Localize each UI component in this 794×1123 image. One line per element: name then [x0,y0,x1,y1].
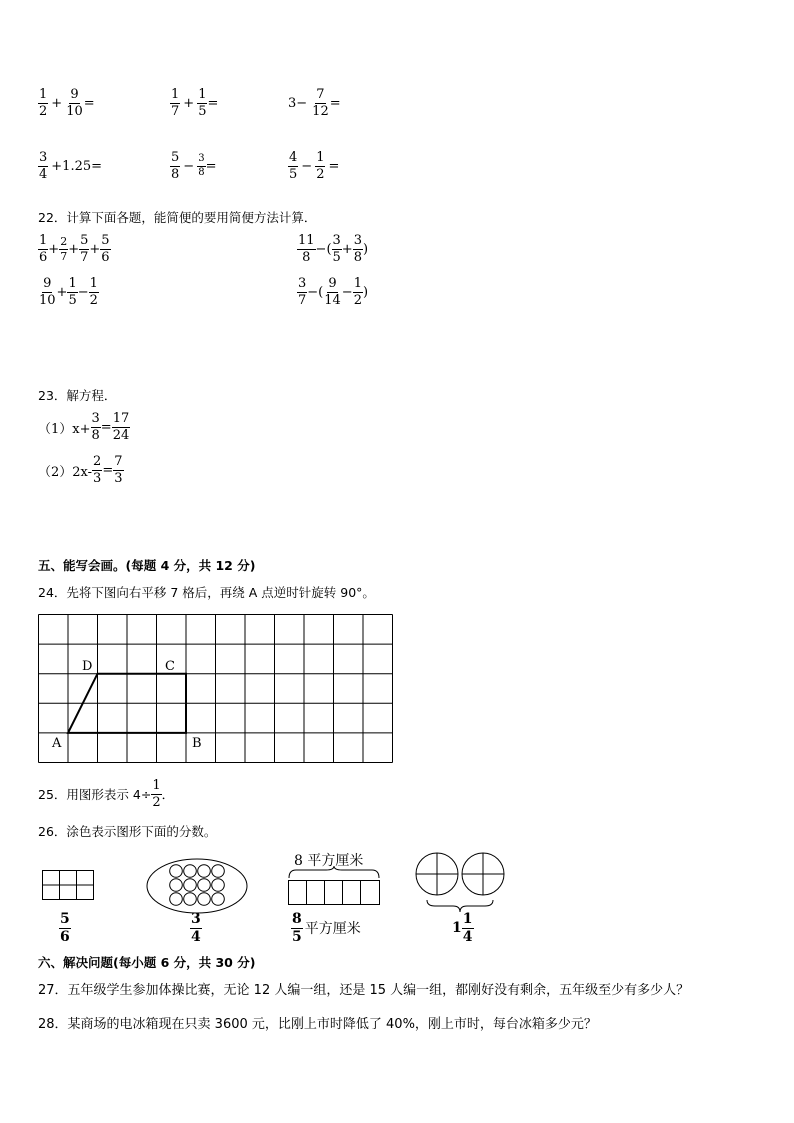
small-circle [184,893,197,906]
q26-title: 26．涂色表示图形下面的分数。 [38,824,217,839]
oral-calc-5: $\frac{5}{8}$ − $\frac{3}{8}$ = [171,150,217,182]
q22-expr-1: $\frac{1}{6}$ + $\frac{2}{7}$ + $\frac{5}{7}$ + $\frac{5}{6}$ [39,233,110,265]
two-quartered-circles [415,852,507,914]
mixed-number-1-1-4: 1 $\frac{1}{4}$ [452,911,473,945]
fraction: $\frac{7}{12}$ [312,87,329,119]
q28: 28．某商场的电冰箱现在只卖 3600 元，比刚上市时降低了 40%，刚上市时，每台冰箱多少元？ [38,1017,597,1032]
q25: 25．用图形表示 4÷ $\frac{1}{2}$ ． [38,778,175,810]
small-circle [184,879,197,892]
equation-1: （1）x+ $\frac{3}{8}$ = $\frac{17}{24}$ [38,411,130,443]
oral-calc-1: $\frac{1}{2}$ + $\frac{9}{10}$ = [39,87,95,119]
small-circle [212,865,225,878]
oral-calc-2: $\frac{1}{7}$ + $\frac{1}{5}$ = [171,87,219,119]
bar-5-cells [288,866,380,906]
fraction-8-5-area: $\frac{8}{5}$ 平方厘米 [292,911,361,945]
small-circle [198,865,211,878]
fraction: $\frac{9}{10}$ [66,87,83,119]
fraction: $\frac{4}{5}$ [289,150,298,182]
q22-title: 22．计算下面各题，能简便的要用简便方法计算． [38,210,317,225]
small-circle [170,879,183,892]
oral-calc-6: $\frac{4}{5}$ − $\frac{1}{2}$ = [289,150,340,182]
fraction: $\frac{3}{8}$ [198,153,205,178]
fraction: $\frac{1}{2}$ [316,150,325,182]
small-circle [212,879,225,892]
vertex-label-b: B [192,736,202,751]
small-circle [184,865,197,878]
fraction: $\frac{3}{4}$ [39,150,48,182]
small-circle [198,893,211,906]
small-circle [170,865,183,878]
q22-expr-3: $\frac{9}{10}$ + $\frac{1}{5}$ − $\frac{1}{2}$ [39,276,98,308]
q22-expr-4: $\frac{3}{7}$ −( $\frac{9}{14}$ − $\frac{1}{2}$ ) [298,276,369,308]
rectangle-6-cells [42,870,94,900]
small-circle [170,893,183,906]
q22-expr-2: $\frac{11}{8}$ −( $\frac{3}{5}$ + $\frac{3}{8}$ ) [298,233,369,265]
translation-grid [38,614,394,764]
equation-2: （2）2x- $\frac{2}{3}$ = $\frac{7}{3}$ [38,454,123,486]
vertex-label-d: D [82,659,93,674]
vertex-label-c: C [165,659,175,674]
q23-title: 23．解方程． [38,388,117,403]
oral-calc-3: 3− $\frac{7}{12}$ = [288,87,341,119]
vertex-label-a: A [52,736,62,751]
fraction-5-6: $\frac{5}{6}$ [60,911,70,945]
oral-calc-4: $\frac{3}{4}$ +1.25= [39,150,103,182]
q27: 27．五年级学生参加体操比赛，无论 12 人编一组，还是 15 人编一组，都刚好没有剩余，五年级至少有多少人？ [38,983,690,998]
fraction: $\frac{1}{7}$ [171,87,180,119]
q24-title: 24．先将下图向右平移 7 格后，再绕 A 点逆时针旋转 90°。 [38,585,375,600]
fraction: $\frac{1}{2}$ [39,87,48,119]
small-circle [212,893,225,906]
fraction: $\frac{5}{8}$ [171,150,180,182]
oval-of-circles [146,858,248,914]
small-circle [198,879,211,892]
fraction-3-4: $\frac{3}{4}$ [191,911,201,945]
fraction: $\frac{1}{5}$ [198,87,207,119]
section-6-heading: 六、解决问题(每小题 6 分，共 30 分) [38,955,256,970]
area-label: 8 平方厘米 [294,853,364,869]
section-5-heading: 五、能写会画。(每题 4 分，共 12 分) [38,558,256,573]
